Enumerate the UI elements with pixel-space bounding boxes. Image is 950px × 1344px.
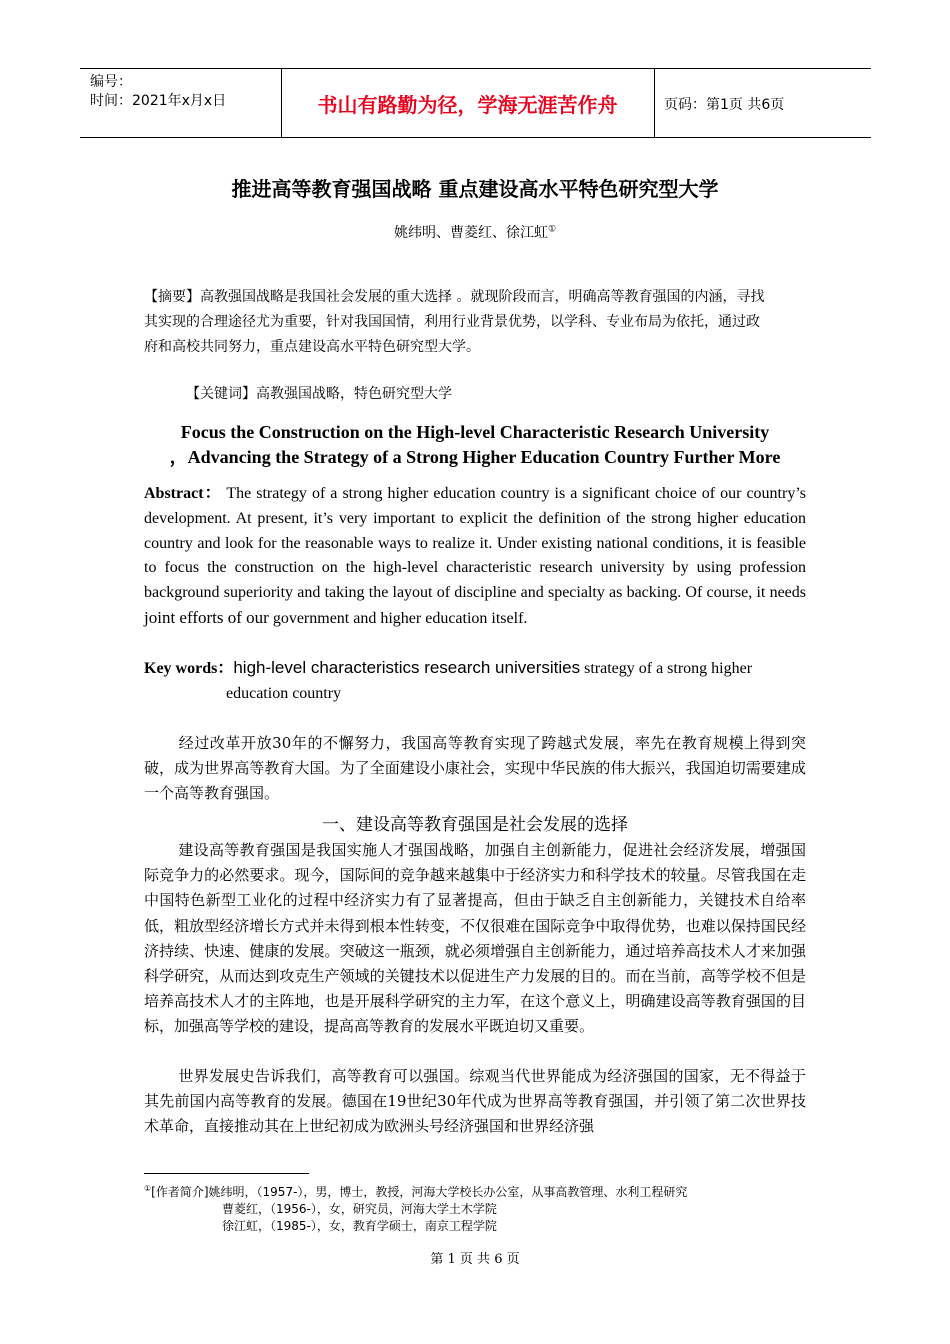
english-title-line1: Focus the Construction on the High-level Characteristic Research University: [180, 422, 770, 442]
english-title-line2: ，Advancing the Strategy of a Strong Higher Education Country Further More: [169, 447, 781, 467]
footnote-mark: ①: [144, 1184, 152, 1193]
footnote-line1: [作者简介]姚纬明，（1957-），男，博士，教授，河海大学校长办公室，从事高教管理、水利工程研究: [151, 1185, 688, 1199]
footnote-line2: 曹菱红，（1956-），女，研究员，河海大学土木学院: [222, 1202, 497, 1216]
footnote-line3: 徐江虹，（1985-），女，教育学硕士，南京工程学院: [222, 1219, 497, 1233]
keywords-label: Key words：: [144, 660, 234, 677]
english-abstract: [144, 482, 806, 632]
footnote: [144, 1180, 824, 1235]
footnote-divider: [144, 1173, 309, 1174]
section-paragraph-1: [144, 838, 806, 1040]
chinese-abstract: 【摘要】高教强国战略是我国社会发展的重大选择 。就现阶段而言，明确高等教育强国的内涵，寻找其实现的合理途径尤为重要，针对我国国情，利用行业背景优势，以学科、专业布局为依托，通过政府和高校共同努力，重点建设高水平特色研究型大学。: [144, 289, 765, 355]
header-table: [80, 68, 871, 138]
section-heading: 一、建设高等教育强国是社会发展的选择: [322, 815, 628, 835]
english-title: [144, 420, 806, 470]
author-names: 姚纬明、曹菱红、徐江虹: [393, 225, 548, 241]
intro-paragraph: [144, 731, 806, 807]
author-footnote-mark: ①: [547, 224, 557, 235]
section-paragraph-1-text: 建设高等教育强国是我国实施人才强国战略，加强自主创新能力，促进社会经济发展，增强国际竞争力的必然要求。现今，国际间的竞争越来越集中于经济实力和科学技术的较量。尽管我国在走中国特色新型工业化的过程中经济实力有了显著提高，但由于缺乏自主创新能力，关键技术自给率低，粗放型经济增长方式并未得到根本性转变，不仅很难在国际竞争中取得优势，也难以保持国民经济持续、快速、健康的发展。突破这一瓶颈，就必须增强自主创新能力，通过培养高技术人才来加强科学研究，从而达到攻克生产领域的关键技术以促进生产力发展的目的。而在当前，高等学校不但是培养高技术人才的主阵地，也是开展科学研究的主力军，在这个意义上，明确建设高等教育强国的目标，加强高等学校的建设，提高高等教育的发展水平既迫切又重要。: [144, 841, 806, 1036]
page-title: 推进高等教育强国战略 重点建设高水平特色研究型大学: [231, 177, 719, 201]
keywords-rest: strategy of a strong higher: [580, 660, 753, 677]
keywords-continued: education country: [226, 684, 342, 702]
page-footer: 第 1 页 共 6 页: [430, 1252, 520, 1267]
number-label: 编号：: [90, 74, 132, 90]
abstract-text-b: government and higher education itself.: [268, 609, 528, 627]
header-divider: [654, 69, 655, 137]
english-keywords: [144, 656, 806, 706]
keywords-first: high-level characteristics research universities: [233, 658, 581, 677]
header-motto: 书山有路勤为径，学海无涯苦作舟: [317, 93, 618, 117]
section-paragraph-2: [144, 1064, 806, 1140]
abstract-text-a: The strategy of a strong higher education country is a significant choice of our country’s development. At present, it’s very important to explicit the definition of the strong higher education country and look for the reasonable ways to realize it. Under existing national conditions, it is feasible to focus the construction on the high-level characteristic research university by using profession background superiority and taking the layout of discipline and specialty as backing. Of course, it needs: [144, 485, 806, 602]
intro-text: 经过改革开放30年的不懈努力，我国高等教育实现了跨越式发展，率先在教育规模上得到突破，成为世界高等教育大国。为了全面建设小康社会，实现中华民族的伟大振兴，我国迫切需要建成一个高等教育强国。: [144, 734, 806, 803]
header-meta: [90, 73, 226, 111]
abstract-text-emph: joint efforts of our: [144, 607, 269, 627]
time-label: 时间：2021年x月x日: [90, 93, 227, 109]
header-page-info: 页码：第1页 共6页: [664, 97, 785, 113]
abstract-label: Abstract：: [144, 485, 222, 502]
authors: [0, 222, 950, 242]
section-paragraph-2-text: 世界发展史告诉我们，高等教育可以强国。综观当代世界能成为经济强国的国家，无不得益于其先前国内高等教育的发展。德国在19世纪30年代成为世界高等教育强国，并引领了第二次世界技术革命，直接推动其在上世纪初成为欧洲头号经济强国和世界经济强: [144, 1067, 806, 1136]
chinese-keywords: 【关键词】高教强国战略，特色研究型大学: [186, 386, 452, 402]
